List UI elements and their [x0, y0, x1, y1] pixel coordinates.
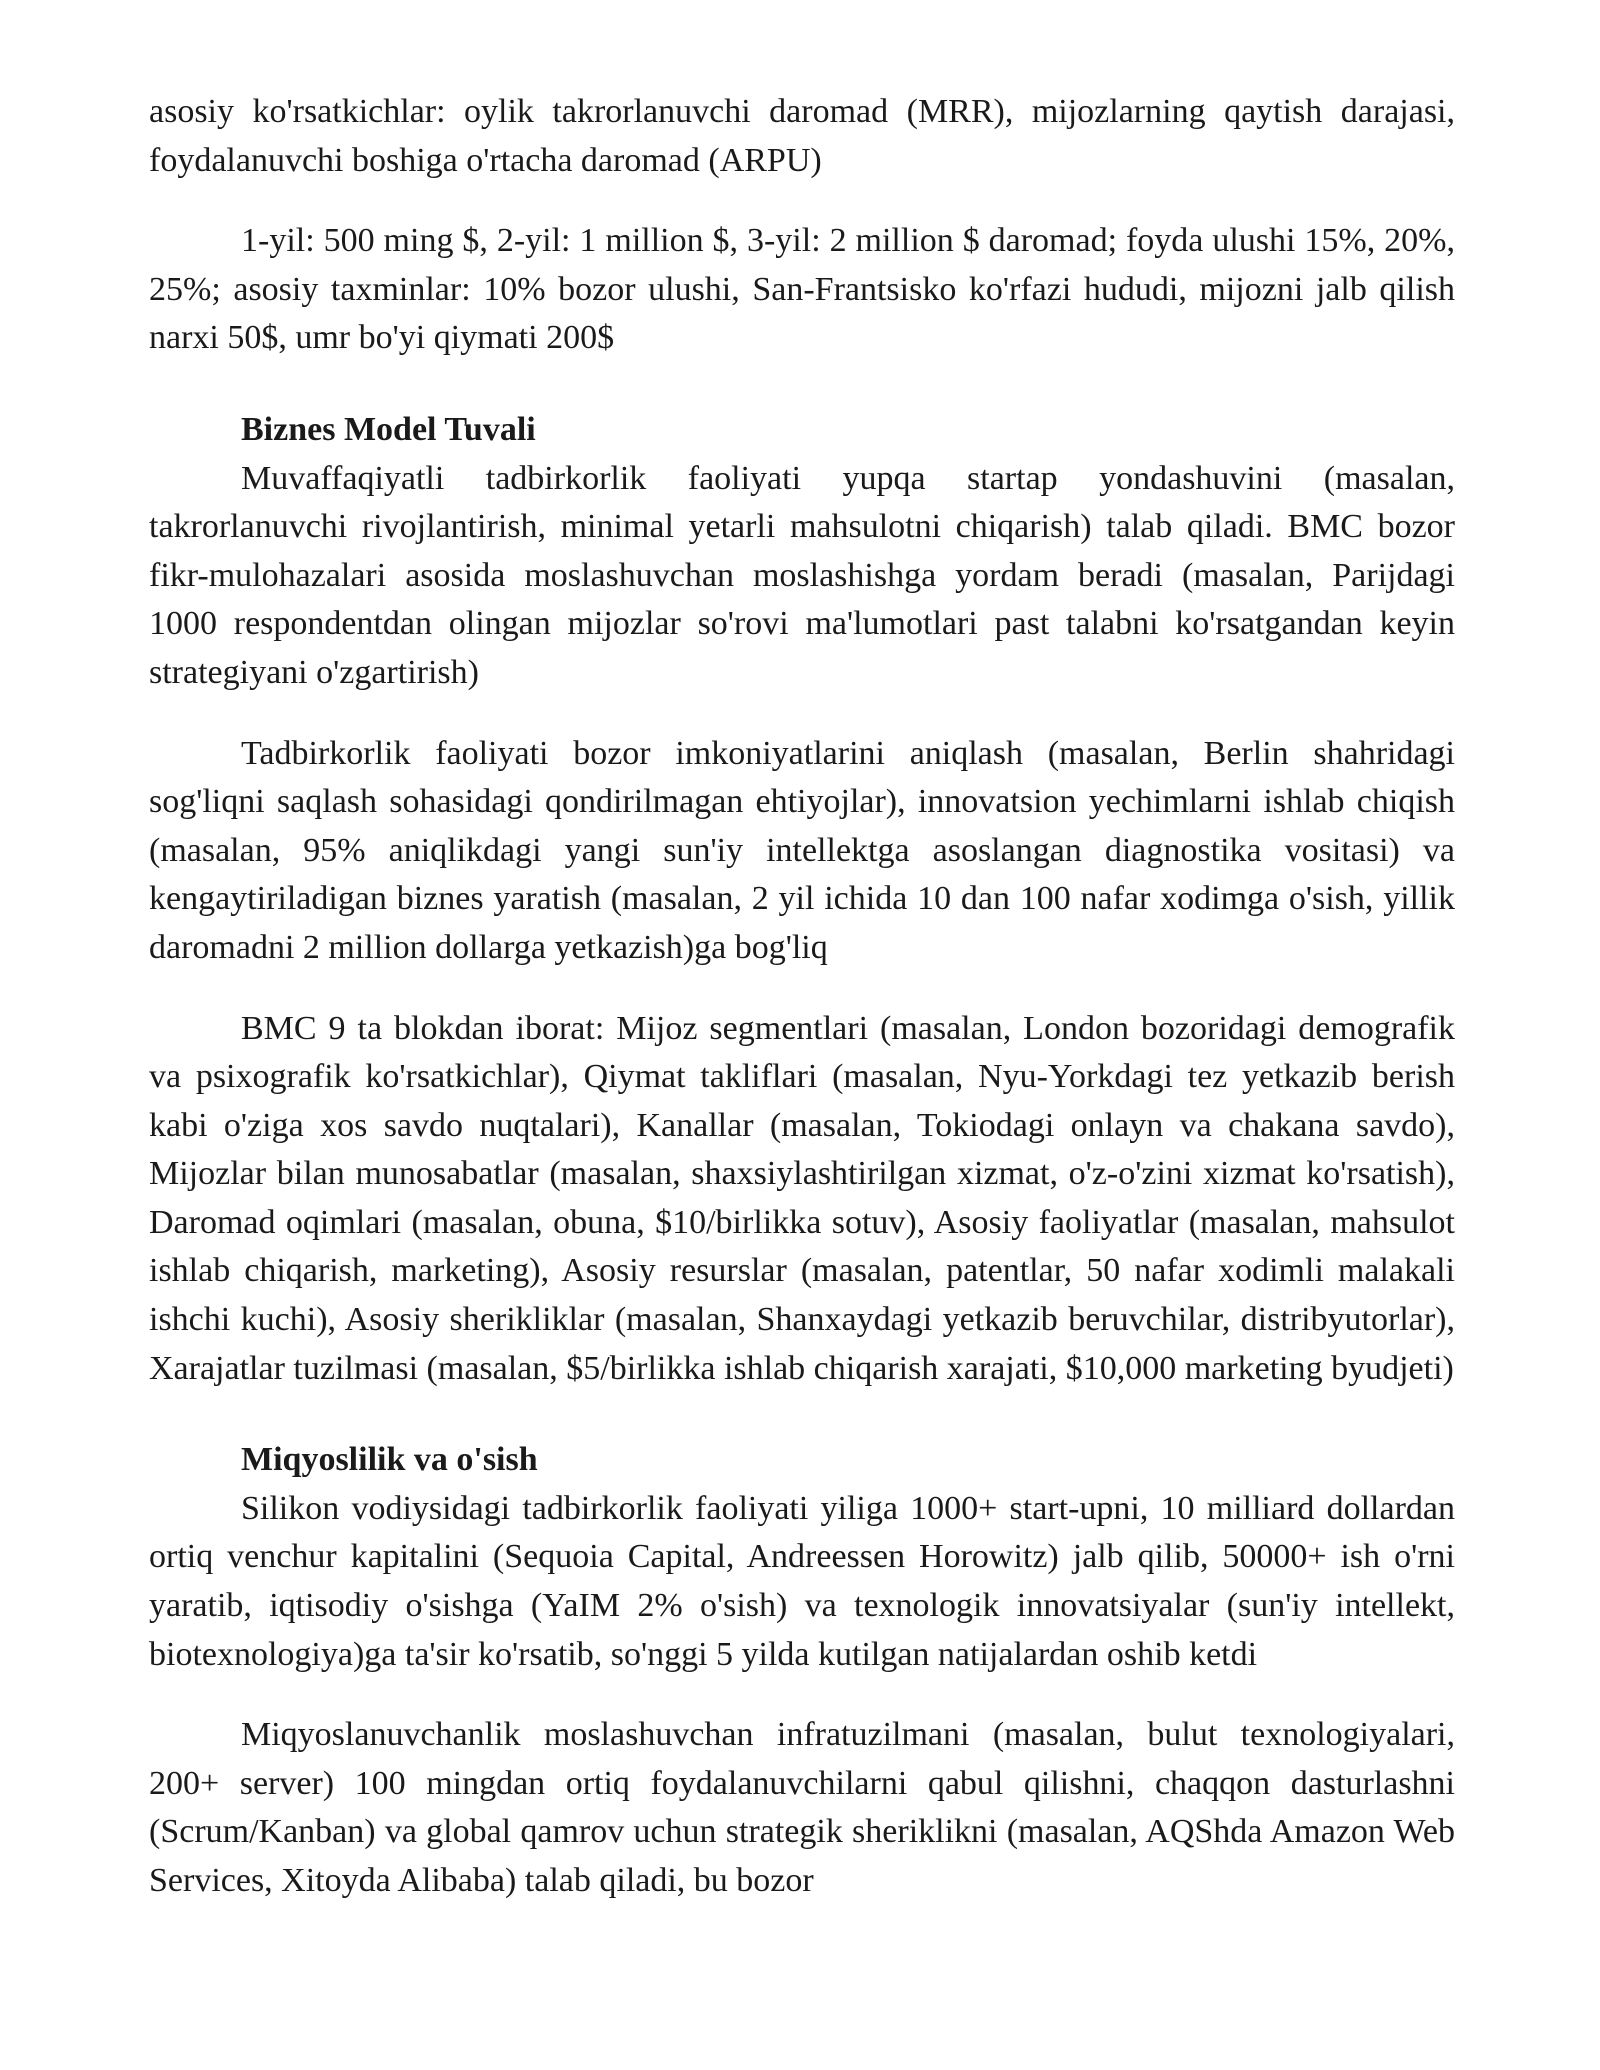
section-heading-scalability: Miqyoslilik va o'sish [241, 1441, 538, 1479]
paragraph-key-metrics: asosiy ko'rsatkichlar: oylik takrorlanuvchi daromad (MRR), mijozlarning qaytish darajasi, foydalanuvchi boshiga o'rtacha daromad (ARPU) [149, 93, 1455, 179]
paragraph-bmc-blocks: BMC 9 ta blokdan iborat: Mijoz segmentlari (masalan, London bozoridagi demografik va psixografik ko'rsatkichlar), Qiymat takliflari (masalan, Nyu-Yorkdagi tez yetkazib berish kabi o'ziga xos savdo nuqtalari), Kanallar (masalan, Tokiodagi onlayn va chakana savdo), Mijozlar bilan munosabatlar (masalan, shaxsiylashtirilgan xizmat, o'z-o'zini xizmat ko'rsatish), Daromad oqimlari (masalan, obuna, $10/birlikka sotuv), Asosiy faoliyatlar (masalan, mahsulot ishlab chiqarish, marketing), Asosiy resurslar (masalan, patentlar, 50 nafar xodimli malakali ishchi kuchi), Asosiy sherikliklar (masalan, Shanxaydagi yetkazib beruvchilar, distribyutorlar), Xarajatlar tuzilmasi (masalan, $5/birlikka ishlab chiqarish xarajati, $10,000 marketing byudjeti) [149, 1009, 1455, 1387]
paragraph-lean-startup: Muvaffaqiyatli tadbirkorlik faoliyati yupqa startap yondashuvini (masalan, takrorlanuvchi rivojlantirish, minimal yetarli mahsulotni chiqarish) talab qiladi. BMC bozor fikr-mulohazalari asosida moslashuvchan moslashishga yordam beradi (masalan, Parijdagi 1000 respondentdan olingan mijozlar so'rovi ma'lumotlari past talabni ko'rsatgandan keyin strategiyani o'zgartirish) [149, 459, 1455, 691]
paragraph-entrepreneurship: Tadbirkorlik faoliyati bozor imkoniyatlarini aniqlash (masalan, Berlin shahridagi sog'liqni saqlash sohasidagi qondirilmagan ehtiyojlar), innovatsion yechimlarni ishlab chiqish (masalan, 95% aniqlikdagi yangi sun'iy intellektga asoslangan diagnostika vositasi) va kengaytiriladigan biznes yaratish (masalan, 2 yil ichida 10 dan 100 nafar xodimga o'sish, yillik daromadni 2 million dollarga yetkazish)ga bog'liq [149, 734, 1455, 966]
paragraph-silicon-valley: Silikon vodiysidagi tadbirkorlik faoliyati yiliga 1000+ start-upni, 10 milliard dollardan ortiq venchur kapitalini (Sequoia Capital, Andreessen Horowitz) jalb qilib, 50000+ ish o'rni yaratib, iqtisodiy o'sishga (YaIM 2% o'sish) va texnologik innovatsiyalar (sun'iy intellekt, biotexnologiya)ga ta'sir ko'rsatib, so'nggi 5 yilda kutilgan natijalardan oshib ketdi [149, 1489, 1455, 1673]
section-heading-business-model-canvas: Biznes Model Tuvali [241, 410, 536, 448]
paragraph-revenue-forecast: 1-yil: 500 ming $, 2-yil: 1 million $, 3-yil: 2 million $ daromad; foyda ulushi 15%, 20%, 25%; asosiy taxminlar: 10% bozor ulushi, San-Frantsisko ko'rfazi hududi, mijozni jalb qilish narxi 50$, umr bo'yi qiymati 200$ [149, 222, 1455, 357]
paragraph-scalability: Miqyoslanuvchanlik moslashuvchan infratuzilmani (masalan, bulut texnologiyalari, 200+ server) 100 mingdan ortiq foydalanuvchilarni qabul qilishni, chaqqon dasturlashni (Scrum/Kanban) va global qamrov uchun strategik sheriklikni (masalan, AQShda Amazon Web Services, Xitoyda Alibaba) talab qiladi, bu bozor [149, 1716, 1455, 1899]
document-body [149, 88, 1455, 1906]
